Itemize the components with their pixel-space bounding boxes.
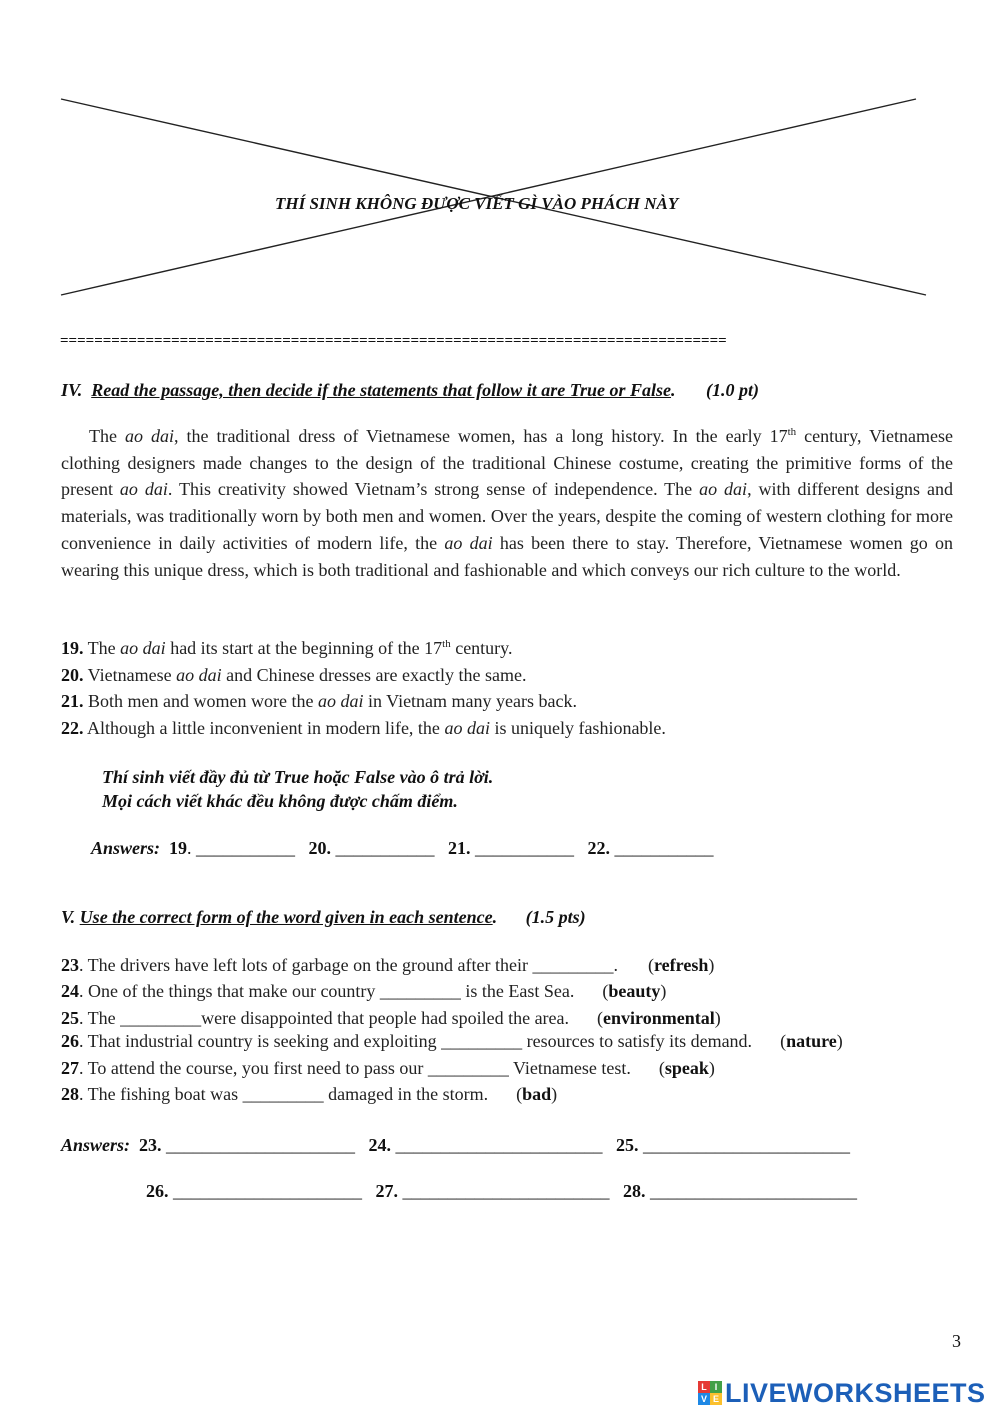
section-4-heading [61, 380, 759, 401]
section-5-title-end: . [492, 907, 498, 927]
logo-mark-l: L [698, 1381, 710, 1393]
header-cross-lines [0, 0, 1000, 320]
section-4-points: (1.0 pt) [706, 380, 760, 400]
reading-passage: The ao dai, the traditional dress of Vietnamese women, has a long history. In the early 17th century, Vietnamese clothing designers made changes to the design of the traditional Chinese costume, creating the primitive forms of the present ao dai. This creativity showed Vietnam’s strong sense of independence. The ao dai, with different designs and materials, was traditionally worn by both men and women. Over the years, despite the coming of western clothing for more convenience in daily activities of modern life, the ao dai has been there to stay. Therefore, Vietnamese women go on wearing this unique dress, which is both traditional and fashionable and which conveys our rich culture to the world. [61, 426, 953, 580]
section-5-title: Use the correct form of the word given in each sentence [79, 907, 493, 927]
answer-blank-26[interactable]: _____________________ [173, 1181, 362, 1201]
logo-mark-icon [698, 1381, 722, 1405]
answer-blank-25[interactable]: _______________________ [643, 1135, 851, 1155]
section-5-points: (1.5 pts) [525, 907, 586, 927]
section-5-answers-row-1: Answers: 23. _____________________ 24. _______________________ 25. _______________________ [61, 1135, 851, 1155]
instruction-note-2: Mọi cách viết khác đều không được chấm điểm. [102, 791, 458, 811]
section-4-numeral: IV. [61, 380, 83, 400]
answers-label: Answers: [91, 838, 161, 858]
section-5-numeral: V. [61, 907, 76, 927]
answer-blank-27[interactable]: _______________________ [402, 1181, 610, 1201]
logo-mark-i: I [710, 1381, 722, 1393]
question-21: 21. Both men and women wore the ao dai in Vietnam many years back. [61, 691, 577, 711]
answer-blank-28[interactable]: _______________________ [650, 1181, 857, 1201]
section-4-answers: Answers: 19. ___________ 20. ___________ 21. ___________ 22. ___________ [91, 838, 714, 858]
liveworksheets-logo[interactable] [698, 1378, 986, 1408]
section-4-title-end: . [671, 380, 676, 400]
question-22: 22. Although a little inconvenient in modern life, the ao dai is uniquely fashionable. [61, 718, 666, 738]
answer-blank-20[interactable]: ___________ [335, 838, 435, 858]
question-20: 20. Vietnamese ao dai and Chinese dresses are exactly the same. [61, 665, 527, 685]
logo-mark-v: V [698, 1393, 710, 1405]
question-23: 23. The drivers have left lots of garbage on the ground after their _________. (refresh) [61, 955, 715, 975]
answer-blank-22[interactable]: ___________ [614, 838, 714, 858]
section-5-heading [61, 907, 586, 928]
logo-mark-e: E [710, 1393, 722, 1405]
section-5-answers-row-2: 26. _____________________ 27. _______________________ 28. _______________________ [146, 1181, 857, 1201]
question-25: 25. The _________were disappointed that people had spoiled the area. (environmental) [61, 1008, 721, 1028]
separator-line: ============================================================================== [60, 333, 727, 349]
answer-blank-23[interactable]: _____________________ [166, 1135, 356, 1155]
question-26: 26. That industrial country is seeking and exploiting _________ resources to satisfy its demand. (nature) [61, 1031, 843, 1051]
question-19: 19. The ao dai had its start at the beginning of the 17th century. [61, 638, 513, 658]
question-28: 28. The fishing boat was _________ damaged in the storm. (bad) [61, 1084, 558, 1104]
page-number: 3 [952, 1331, 961, 1351]
answer-blank-24[interactable]: _______________________ [395, 1135, 603, 1155]
instruction-note-1: Thí sinh viết đầy đủ từ True hoặc False vào ô trả lời. [102, 767, 494, 787]
section-4-title: Read the passage, then decide if the statements that follow it are True or False [91, 380, 672, 400]
answer-blank-21[interactable]: ___________ [475, 838, 575, 858]
answer-blank-19[interactable]: ___________ [196, 838, 296, 858]
logo-text: LIVEWORKSHEETS [725, 1377, 986, 1408]
question-24: 24. One of the things that make our country _________ is the East Sea. (beauty) [61, 981, 667, 1001]
header-notice: THÍ SINH KHÔNG ĐƯỢC VIẾT GÌ VÀO PHÁCH NÀY [275, 194, 679, 213]
answers-label: Answers: [61, 1135, 131, 1155]
question-27: 27. To attend the course, you first need to pass our _________ Vietnamese test. (speak) [61, 1058, 715, 1078]
